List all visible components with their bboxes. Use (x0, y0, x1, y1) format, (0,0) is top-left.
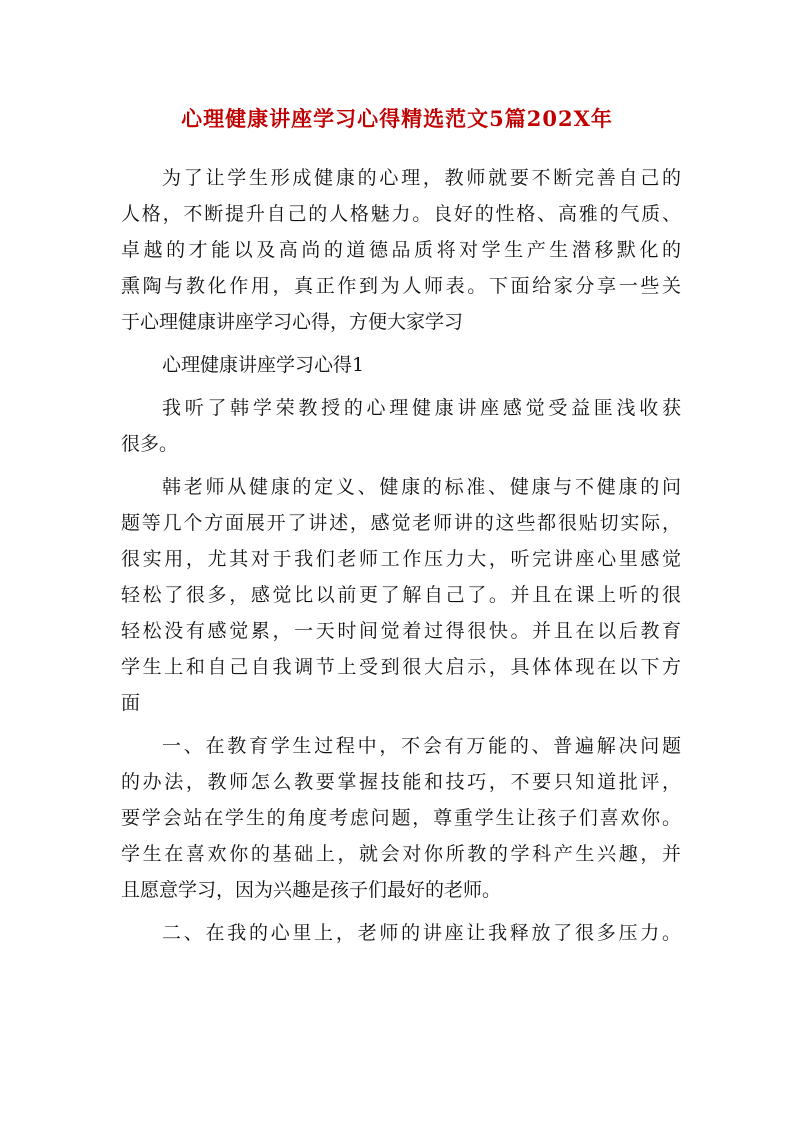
text-line: 为了让学生形成健康的心理，教师就要不断完善自己的 (162, 167, 681, 189)
document-body (121, 160, 681, 951)
text-line: 轻松没有感觉累，一天时间觉着过得很快。并且在以后教育 (121, 620, 681, 642)
section-heading (121, 347, 681, 383)
text-line: 很多。 (121, 433, 179, 455)
paragraph-intro (121, 160, 681, 340)
text-line: 要学会站在学生的角度考虑问题，尊重学生让孩子们喜欢你。 (121, 807, 681, 829)
text-line: 我听了韩学荣教授的心理健康讲座感觉受益匪浅收获 (162, 397, 681, 419)
text-line: 一、在教育学生过程中，不会有万能的、普遍解决问题 (162, 735, 681, 757)
paragraph-point-one (121, 728, 681, 908)
text-line: 很实用，尤其对于我们老师工作压力大，听完讲座心里感觉 (121, 548, 681, 570)
text-line: 于心理健康讲座学习心得，方便大家学习 (121, 311, 464, 333)
text-line: 题等几个方面展开了讲述，感觉老师讲的这些都很贴切实际， (121, 512, 681, 534)
text-line: 二、在我的心里上，老师的讲座让我释放了很多压力。 (162, 922, 681, 944)
paragraph-point-two (121, 915, 681, 951)
paragraph-lecture-content (121, 469, 681, 721)
text-line: 学生在喜欢你的基础上，就会对你所教的学科产生兴趣，并 (121, 843, 681, 865)
text-line: 的办法，教师怎么教要掌握技能和技巧，不要只知道批评， (121, 771, 681, 793)
text-line: 且愿意学习，因为兴趣是孩子们最好的老师。 (121, 879, 502, 901)
text-line: 韩老师从健康的定义、健康的标准、健康与不健康的问 (162, 476, 681, 498)
text-line: 人格，不断提升自己的人格魅力。良好的性格、高雅的气质、 (121, 203, 681, 225)
text-line: 面 (121, 692, 141, 714)
text-line: 心理健康讲座学习心得1 (162, 354, 365, 376)
text-line: 学生上和自己自我调节上受到很大启示，具体体现在以下方 (121, 656, 681, 678)
document-title: 心理健康讲座学习心得精选范文5篇202X年 (181, 106, 613, 131)
text-line: 熏陶与教化作用，真正作到为人师表。下面给家分享一些关 (121, 275, 681, 297)
text-line: 卓越的才能以及高尚的道德品质将对学生产生潜移默化的 (121, 239, 681, 261)
paragraph-lecture-benefit (121, 390, 681, 462)
text-line: 轻松了很多，感觉比以前更了解自己了。并且在课上听的很 (121, 584, 681, 606)
